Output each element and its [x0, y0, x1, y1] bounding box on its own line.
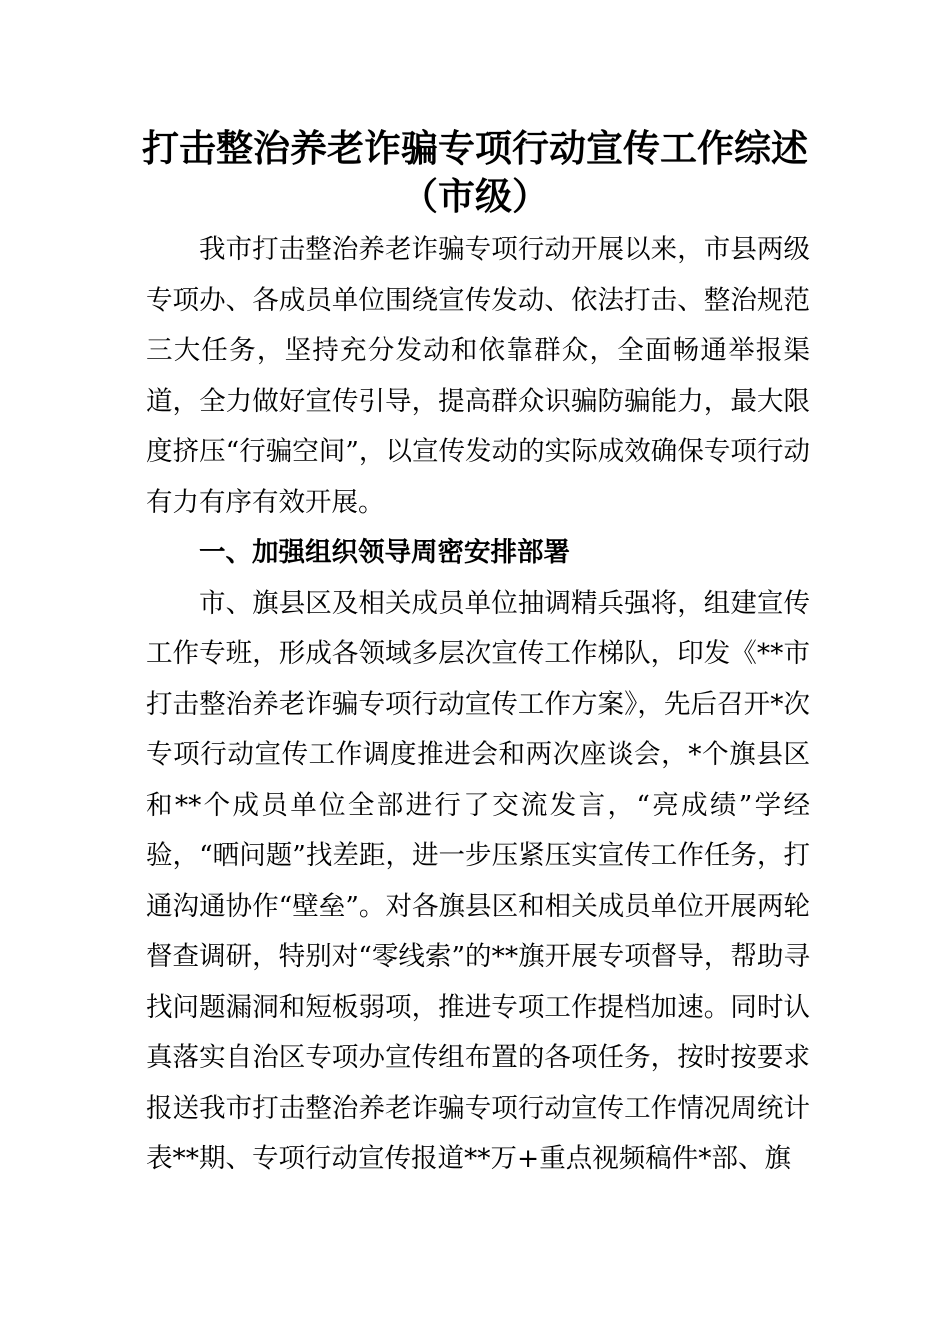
section-heading: 一、加强组织领导周密安排部署	[199, 537, 570, 568]
document-subtitle: （市级）	[401, 174, 549, 218]
intro-paragraph: 我市打击整治养老诈骗专项行动开展以来，市县两级专项办、各成员单位围绕宣传发动、依法打击、整治规范三大任务，坚持充分发动和依靠群众，全面畅通举报渠道，全力做好宣传引导，提高群众识骗防骗能力，最大限度挤压“行骗空间”，以宣传发动的实际成效确保专项行动有力有序有效开展。	[146, 234, 810, 518]
document-body	[146, 225, 810, 1185]
section-paragraph: 市、旗县区及相关成员单位抽调精兵强将，组建宣传工作专班，形成各领域多层次宣传工作梯队，印发《**市打击整治养老诈骗专项行动宣传工作方案》，先后召开*次专项行动宣传工作调度推进会和两次座谈会，*个旗县区和**个成员单位全部进行了交流发言，“亮成绩”学经验，“晒问题”找差距，进一步压紧压实宣传工作任务，打通沟通协作“壁垒”。对各旗县区和相关成员单位开展两轮督查调研，特别对“零线索”的**旗开展专项督导，帮助寻找问题漏洞和短板弱项，推进专项工作提档加速。同时认真落实自治区专项办宣传组布置的各项任务，按时按要求报送我市打击整治养老诈骗专项行动宣传工作情况周统计表**期、专项行动宣传报道**万+重点视频稿件*部、旗	[146, 587, 810, 1174]
document-title: 打击整治养老诈骗专项行动宣传工作综述	[142, 126, 808, 170]
